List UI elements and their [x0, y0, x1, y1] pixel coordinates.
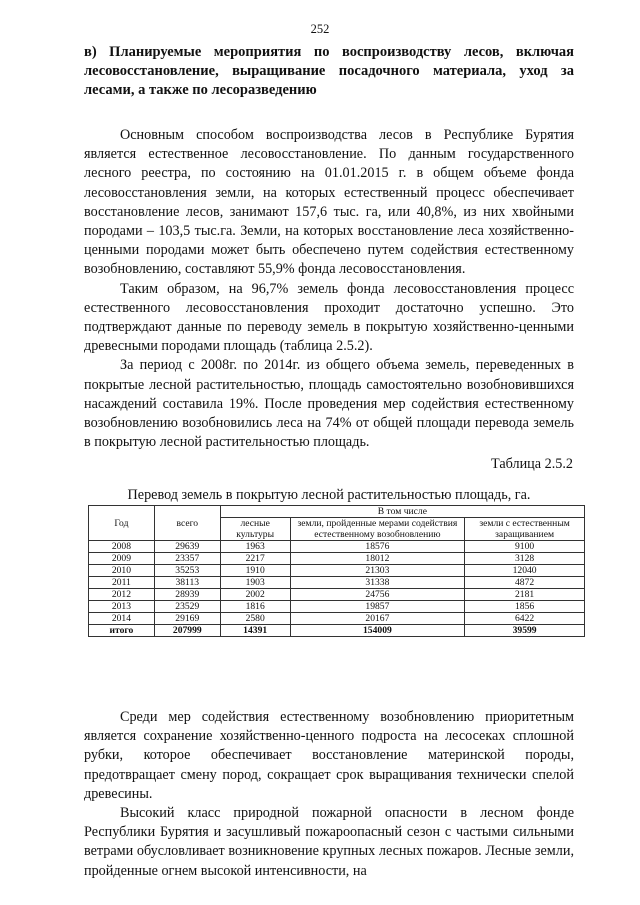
cell-total: 35253 [154, 565, 220, 577]
cell-natural: 39599 [465, 625, 585, 637]
paragraph: Основным способом воспроизводства лесов в Республике Бурятия является естественное лесовосстановление. По данным государственного лесного реестра, по состоянию на 01.01.2015 г. в общем объеме фонда лесовосстановления земли, на которых естественный процесс обеспечивает восстановление лесов, занимают 157,6 тыс. га, или 40,8%, из них хвойными породами – 103,5 тыс.га. Земли, на которых восстановление леса хозяйственно-ценными породами может быть обеспечено путем содействия естественному возобновлению, составляют 55,9% фонда лесовосстановления. [84, 127, 574, 278]
paragraph: Среди мер содействия естественному возобновлению приоритетным является сохранение хозяйственно-ценного подроста на лесосеках сплошной рубки, которое обеспечивает восстановление материнской породы, предотвращает смену пород, сокращает срок выращивания технически спелой древесины. [84, 709, 574, 802]
cell-forest-crops: 1816 [220, 601, 290, 613]
cell-assisted: 18576 [290, 541, 465, 553]
cell-forest-crops: 2217 [220, 553, 290, 565]
header-forest-crops: лесные культуры [220, 518, 290, 541]
header-year: Год [89, 506, 155, 541]
cell-natural: 6422 [465, 613, 585, 625]
cell-assisted: 154009 [290, 625, 465, 637]
cell-assisted: 21303 [290, 565, 465, 577]
header-total: всего [154, 506, 220, 541]
cell-total-label: итого [89, 625, 155, 637]
header-assisted: земли, пройденные мерами содействия естественному возобновлению [290, 518, 465, 541]
cell-natural: 9100 [465, 541, 585, 553]
cell-forest-crops: 1903 [220, 577, 290, 589]
table-row [89, 541, 585, 553]
cell-total: 29169 [154, 613, 220, 625]
cell-year: 2013 [89, 601, 155, 613]
land-transfer-table [88, 505, 585, 637]
paragraph: Таким образом, на 96,7% земель фонда лесовосстановления процесс естественного лесовосстановления проходит достаточно успешно. Это подтверждают данные по переводу земель в покрытую хозяйственно-ценными древесными породами площадь (таблица 2.5.2). [84, 280, 574, 355]
cell-total: 207999 [154, 625, 220, 637]
cell-total: 29639 [154, 541, 220, 553]
cell-assisted: 20167 [290, 613, 465, 625]
cell-natural: 12040 [465, 565, 585, 577]
cell-natural: 3128 [465, 553, 585, 565]
cell-forest-crops: 1910 [220, 565, 290, 577]
table-total-row [89, 625, 585, 637]
paragraph: За период с 2008г. по 2014г. из общего объема земель, переведенных в покрытые лесной растительностью, площадь самостоятельно возобновившихся насаждений составила 19%. После проведения мер содействия естественному возобновлению возобновились леса на 74% от общей площади перевода земель в покрытую лесной растительностью площадь. [84, 357, 574, 451]
body-text-after-table [84, 708, 574, 881]
table-caption: Перевод земель в покрытую лесной растительностью площадь, га. [127, 487, 531, 503]
table-label: Таблица 2.5.2 [491, 456, 573, 472]
cell-forest-crops: 2580 [220, 613, 290, 625]
cell-year: 2012 [89, 589, 155, 601]
cell-year: 2011 [89, 577, 155, 589]
table-row [89, 565, 585, 577]
cell-year: 2008 [89, 541, 155, 553]
cell-total: 23357 [154, 553, 220, 565]
header-group: В том числе [220, 506, 584, 518]
cell-year: 2010 [89, 565, 155, 577]
cell-total: 23529 [154, 601, 220, 613]
cell-forest-crops: 14391 [220, 625, 290, 637]
header-natural: земли с естественным заращиванием [465, 518, 585, 541]
cell-year: 2009 [89, 553, 155, 565]
page-number: 252 [310, 22, 330, 36]
paragraph: Высокий класс природной пожарной опасности в лесном фонде Республики Бурятия и засушливый пожароопасный сезон с частыми сильными ветрами обусловливает возникновение крупных лесных пожаров. Лесные земли, пройденные огнем высокой интенсивности, на [84, 805, 574, 879]
section-heading: в) Планируемые мероприятия по воспроизводству лесов, включая лесовосстановление, выращивание посадочного материала, уход за лесами, а также по лесоразведению [84, 44, 574, 98]
cell-assisted: 24756 [290, 589, 465, 601]
cell-assisted: 19857 [290, 601, 465, 613]
table-row [89, 577, 585, 589]
cell-total: 28939 [154, 589, 220, 601]
cell-natural: 1856 [465, 601, 585, 613]
cell-total: 38113 [154, 577, 220, 589]
cell-forest-crops: 2002 [220, 589, 290, 601]
body-text-before-table [84, 126, 574, 452]
table-row [89, 613, 585, 625]
cell-natural: 2181 [465, 589, 585, 601]
cell-year: 2014 [89, 613, 155, 625]
cell-natural: 4872 [465, 577, 585, 589]
table-row [89, 553, 585, 565]
table-row [89, 601, 585, 613]
cell-assisted: 18012 [290, 553, 465, 565]
table-row [89, 589, 585, 601]
cell-assisted: 31338 [290, 577, 465, 589]
cell-forest-crops: 1963 [220, 541, 290, 553]
